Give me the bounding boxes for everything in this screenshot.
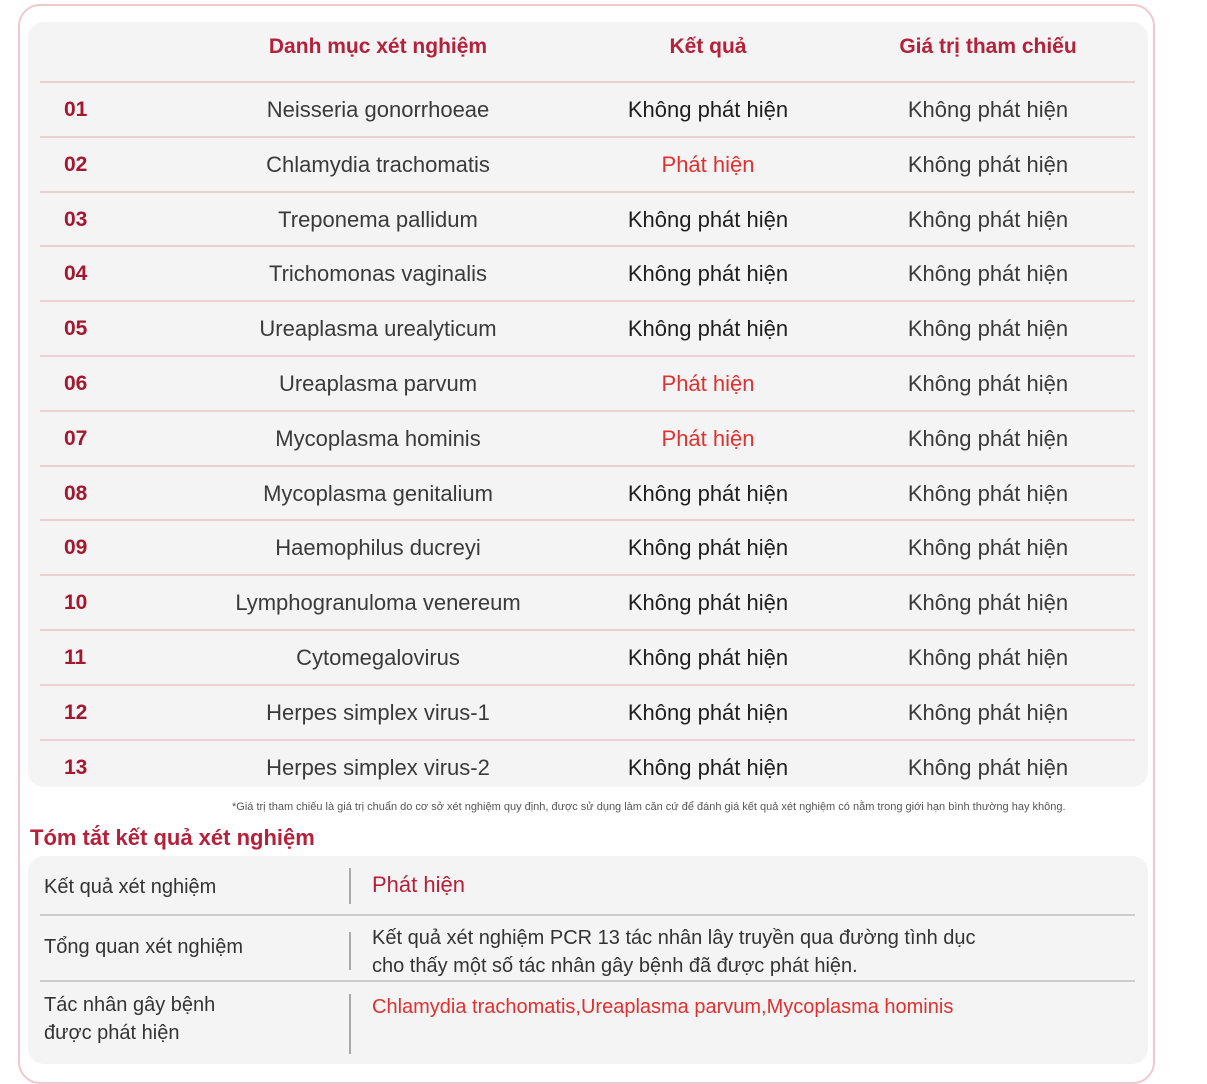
reference-value: Không phát hiện: [907, 426, 1069, 451]
test-name: Neisseria gonorrhoeae: [266, 97, 490, 122]
test-result: Không phát hiện: [627, 590, 789, 615]
row-number: 10: [64, 591, 88, 614]
test-result: Không phát hiện: [627, 481, 789, 506]
header-result: Kết quả: [669, 35, 747, 58]
reference-value: Không phát hiện: [907, 535, 1069, 560]
summary-row-separator: [40, 980, 1135, 982]
test-name: Cytomegalovirus: [296, 645, 460, 670]
test-result: Không phát hiện: [627, 207, 789, 232]
summary-result-value: Phát hiện: [372, 872, 465, 897]
row-number: 05: [64, 317, 88, 340]
table-row: [28, 576, 1148, 630]
table-row: [28, 357, 1148, 411]
test-result: Phát hiện: [661, 152, 755, 177]
summary-overview-line1: Kết quả xét nghiệm PCR 13 tác nhân lây truyền qua đường tình dục: [372, 927, 976, 949]
reference-value: Không phát hiện: [907, 207, 1069, 232]
test-result: Không phát hiện: [627, 755, 789, 780]
test-result: Không phát hiện: [627, 535, 789, 560]
row-number: 11: [64, 646, 87, 669]
summary-pathogens-label-line1: Tác nhân gây bệnh: [44, 994, 216, 1016]
test-name: Treponema pallidum: [278, 207, 478, 232]
table-row: [28, 631, 1148, 685]
row-number: 08: [64, 482, 88, 505]
table-row: [28, 741, 1148, 795]
reference-value: Không phát hiện: [907, 316, 1069, 341]
table-row: [28, 83, 1148, 137]
table-row: [28, 686, 1148, 740]
reference-value: Không phát hiện: [907, 590, 1069, 615]
summary-row-separator: [40, 914, 1135, 916]
test-result: Phát hiện: [661, 426, 755, 451]
summary-result-label: Kết quả xét nghiệm: [44, 876, 217, 898]
row-number: 03: [64, 208, 88, 231]
reference-value: Không phát hiện: [907, 481, 1069, 506]
summary-pathogens-value: Chlamydia trachomatis,Ureaplasma parvum,Mycoplasma hominis: [372, 996, 954, 1018]
table-row: [28, 302, 1148, 356]
summary-table: [28, 856, 1148, 1064]
test-name: Herpes simplex virus-1: [266, 700, 490, 725]
row-number: 12: [64, 701, 88, 724]
table-header: [28, 22, 1148, 82]
reference-value: Không phát hiện: [907, 371, 1069, 396]
summary-divider: [349, 868, 351, 904]
row-number: 06: [64, 372, 88, 395]
test-result: Không phát hiện: [627, 645, 789, 670]
test-name: Haemophilus ducreyi: [275, 535, 481, 560]
summary-title: Tóm tắt kết quả xét nghiệm: [30, 825, 315, 850]
row-number: 09: [64, 536, 88, 559]
test-result: Không phát hiện: [627, 97, 789, 122]
row-number: 04: [64, 262, 88, 285]
table-row: [28, 247, 1148, 301]
test-result: Không phát hiện: [627, 261, 789, 286]
test-name: Chlamydia trachomatis: [266, 152, 490, 177]
summary-divider: [349, 994, 351, 1054]
table-row: [28, 467, 1148, 521]
row-number: 02: [64, 153, 88, 176]
test-name: Ureaplasma parvum: [278, 371, 478, 396]
row-number: 13: [64, 756, 88, 779]
test-name: Herpes simplex virus-2: [266, 755, 490, 780]
table-row: [28, 193, 1148, 247]
reference-value: Không phát hiện: [907, 755, 1069, 780]
reference-value: Không phát hiện: [907, 261, 1069, 286]
summary-overview-label: Tổng quan xét nghiệm: [44, 936, 244, 958]
reference-value: Không phát hiện: [907, 152, 1069, 177]
reference-value: Không phát hiện: [907, 700, 1069, 725]
table-row: [28, 412, 1148, 466]
row-number: 01: [64, 98, 88, 121]
summary-overview-line2: cho thấy một số tác nhân gây bệnh đã được phát hiện.: [372, 955, 858, 977]
test-results-table: [28, 22, 1148, 787]
summary-divider: [349, 932, 351, 970]
test-result: Không phát hiện: [627, 700, 789, 725]
test-result: Phát hiện: [661, 371, 755, 396]
test-name: Ureaplasma urealyticum: [259, 316, 497, 341]
test-name: Lymphogranuloma venereum: [235, 590, 521, 615]
header-test-name: Danh mục xét nghiệm: [268, 35, 488, 58]
reference-footnote: *Giá trị tham chiếu là giá trị chuẩn do cơ sở xét nghiệm quy định, được sử dụng làm căn cứ để đánh giá kết quả xét nghiệm có nằm trong giới hạn bình thường hay không.: [232, 801, 1066, 813]
header-reference: Giá trị tham chiếu: [899, 35, 1077, 58]
row-number: 07: [64, 427, 88, 450]
test-name: Trichomonas vaginalis: [268, 261, 488, 286]
test-name: Mycoplasma genitalium: [263, 481, 493, 506]
reference-value: Không phát hiện: [907, 645, 1069, 670]
table-row: [28, 521, 1148, 575]
test-result: Không phát hiện: [627, 316, 789, 341]
test-name: Mycoplasma hominis: [275, 426, 481, 451]
table-row: [28, 138, 1148, 192]
summary-pathogens-label-line2: được phát hiện: [44, 1022, 180, 1044]
reference-value: Không phát hiện: [907, 97, 1069, 122]
